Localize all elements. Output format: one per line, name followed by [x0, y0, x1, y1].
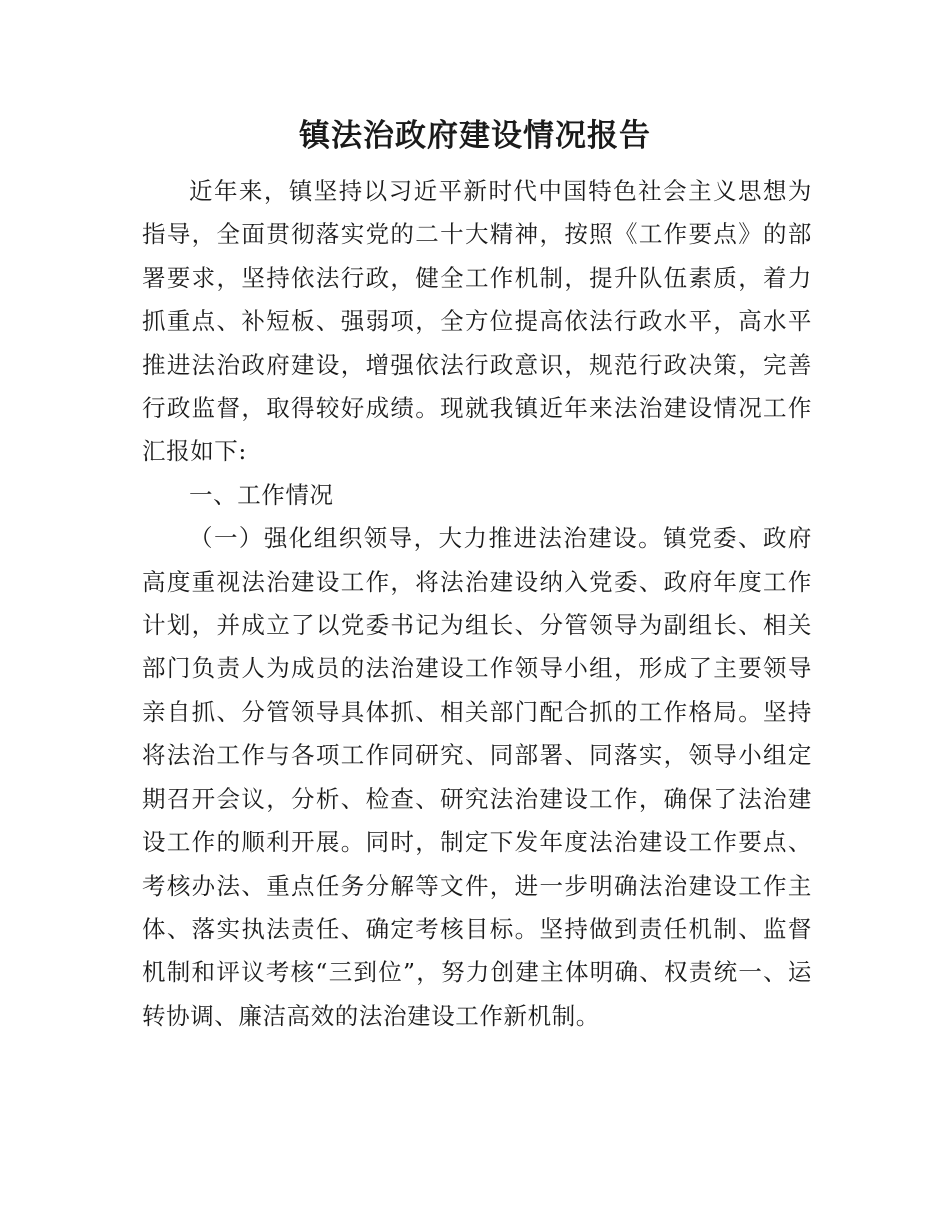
section-paragraph-organization: （一）强化组织领导，大力推进法治建设。镇党委、政府高度重视法治建设工作，将法治建设纳入党委、政府年度工作计划，并成立了以党委书记为组长、分管领导为副组长、相关部门负责人为成员的法治建设工作领导小组，形成了主要领导亲自抓、分管领导具体抓、相关部门配合抓的工作格局。坚持将法治工作与各项工作同研究、同部署、同落实，领导小组定期召开会议，分析、检查、研究法治建设工作，确保了法治建设工作的顺利开展。同时，制定下发年度法治建设工作要点、考核办法、重点任务分解等文件，进一步明确法治建设工作主体、落实执法责任、确定考核目标。坚持做到责任机制、监督机制和评议考核“三到位”，努力创建主体明确、权责统一、运转协调、廉洁高效的法治建设工作新机制。 [142, 524, 812, 1030]
document-title: 镇法治政府建设情况报告 [299, 118, 651, 154]
intro-paragraph: 近年来，镇坚持以习近平新时代中国特色社会主义思想为指导，全面贯彻落实党的二十大精神，按照《工作要点》的部署要求，坚持依法行政，健全工作机制，提升队伍素质，着力抓重点、补短板、强弱项，全方位提高依法行政水平，高水平推进法治政府建设，增强依法行政意识，规范行政决策，完善行政监督，取得较好成绩。现就我镇近年来法治建设情况工作汇报如下: [142, 177, 812, 466]
document-body [142, 170, 812, 1038]
section-heading-work-status: 一、工作情况 [189, 480, 334, 509]
